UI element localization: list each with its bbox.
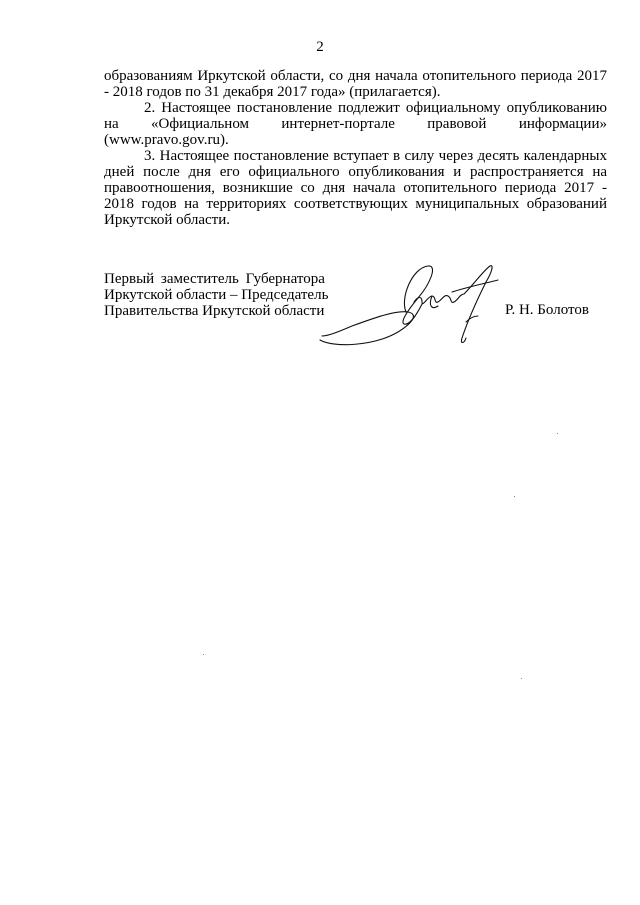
paragraph-item-3: 3. Настоящее постановление вступает в силу через десять календарных дней после дня его официального опубликования и распространяется на правоотношения, возникшие со дня начала отопительного периода 2017 - 2018 годов на территориях соответствующих муниципальных образований Иркутской области. — [104, 148, 607, 228]
signatory-title-line-3: Правительства Иркутской области — [104, 303, 325, 319]
signatory-name: Р. Н. Болотов — [505, 302, 589, 318]
paragraph-item-2: 2. Настоящее постановление подлежит официальному опубликованию на «Официальном интернет-портале правовой информации» (www.pravo.gov.ru). — [104, 100, 607, 148]
scan-speck — [557, 433, 558, 434]
scan-speck — [514, 496, 515, 497]
signatory-title-line-2: Иркутской области – Председатель — [104, 287, 329, 303]
page-number: 2 — [316, 39, 324, 55]
scan-speck — [203, 654, 204, 655]
scan-speck — [521, 678, 522, 679]
signatory-title — [104, 271, 344, 319]
handwritten-signature — [314, 262, 504, 352]
body-text — [104, 68, 607, 228]
paragraph-continuation: образованиям Иркутской области, со дня начала отопительного периода 2017 - 2018 годов по 31 декабря 2017 года» (прилагается). — [104, 68, 607, 100]
signatory-title-line-1: Первый заместитель Губернатора — [104, 271, 325, 287]
